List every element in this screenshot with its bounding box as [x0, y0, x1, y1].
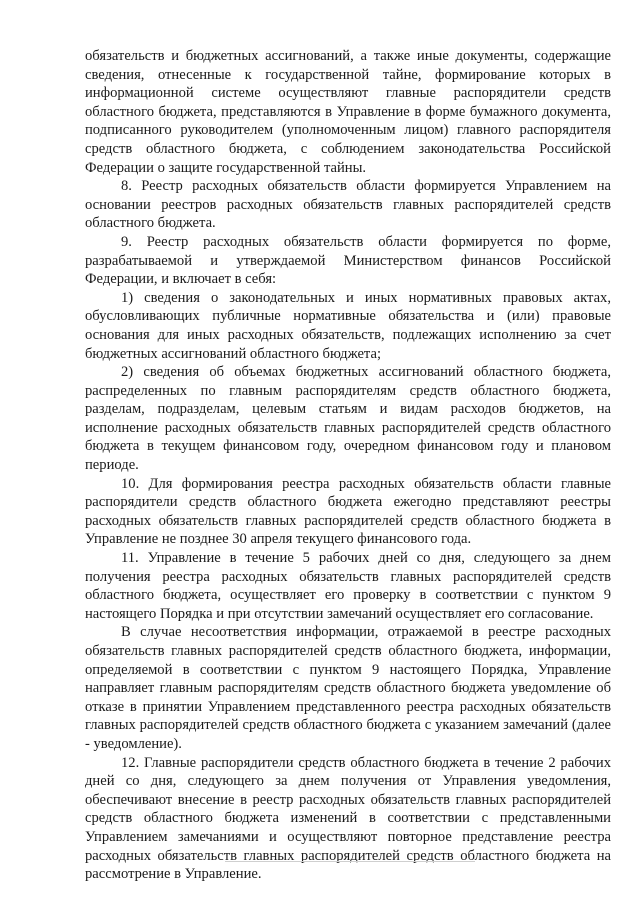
paragraph-item-10: 10. Для формирования реестра расходных обязательств области главные распорядители средств областного бюджета ежегодно представляют реестры расходных обязательств главных распорядителей средств областного бюджета в Управление не позднее 30 апреля текущего финансового года.: [85, 475, 611, 548]
paragraph-mismatch-case: В случае несоответствия информации, отражаемой в реестре расходных обязательств главных распорядителей средств областного бюджета, информации, определяемой в соответствии с пунктом 9 настоящего Порядка, Управление направляет главным распорядителям средств областного бюджета уведомление об отказе в принятии Управлением представленного реестра расходных обязательств главных распорядителей средств областного бюджета с указанием замечаний (далее - уведомление).: [85, 624, 611, 752]
list-item-1: 1) сведения о законодательных и иных нормативных правовых актах, обусловливающих публичные нормативные обязательства и (или) правовые основания для иных расходных обязательств, подлежащих исполнению за счет бюджетных ассигнований областного бюджета;: [85, 289, 611, 362]
paragraph-item-12: 12. Главные распорядители средств областного бюджета в течение 2 рабочих дней со дня, следующего за днем получения от Управления уведомления, обеспечивают внесение в реестр расходных обязательств главных распорядителей средств областного бюджета изменений в соответствии с представленными Управлением замечаниями и осуществляют повторное представление реестра расходных обязательств главных распорядителей средств областного бюджета на рассмотрение в Управление.: [85, 754, 611, 883]
paragraph-item-11: 11. Управление в течение 5 рабочих дней со дня, следующего за днем получения реестра расходных обязательств главных распорядителей средств областного бюджета, осуществляет его проверку в соответствии с пунктом 9 настоящего Порядка и при отсутствии замечаний осуществляет его согласование.: [85, 550, 611, 622]
footer-divider: [225, 861, 475, 862]
list-item-2: 2) сведения об объемах бюджетных ассигнований областного бюджета, распределенных по главным распорядителям средств областного бюджета, разделам, подразделам, целевым статьям и видам расходов бюджетов, на исполнение расходных обязательств главных распорядителей средств областного бюджета в текущем финансовом году, очередном финансовом году и плановом периоде.: [85, 364, 611, 474]
paragraph-item-8: 8. Реестр расходных обязательств области формируется Управлением на основании реестров расходных обязательств главных распорядителей средств областного бюджета.: [85, 178, 611, 232]
paragraph-continuation: обязательств и бюджетных ассигнований, а также иные документы, содержащие сведения, отнесенные к государственной тайне, формирование которых в информационной системе осуществляют главные распорядители средств областного бюджета, представляются в Управление в форме бумажного документа, подписанного руководителем (уполномоченным лицом) главного распорядителя средств областного бюджета, с соблюдением законодательства Российской Федерации о защите государственной тайны.: [85, 48, 611, 176]
paragraph-item-9: 9. Реестр расходных обязательств области формируется по форме, разрабатываемой и утверждаемой Министерством финансов Российской Федерации, и включает в себя:: [85, 233, 611, 288]
document-page: [85, 47, 611, 884]
